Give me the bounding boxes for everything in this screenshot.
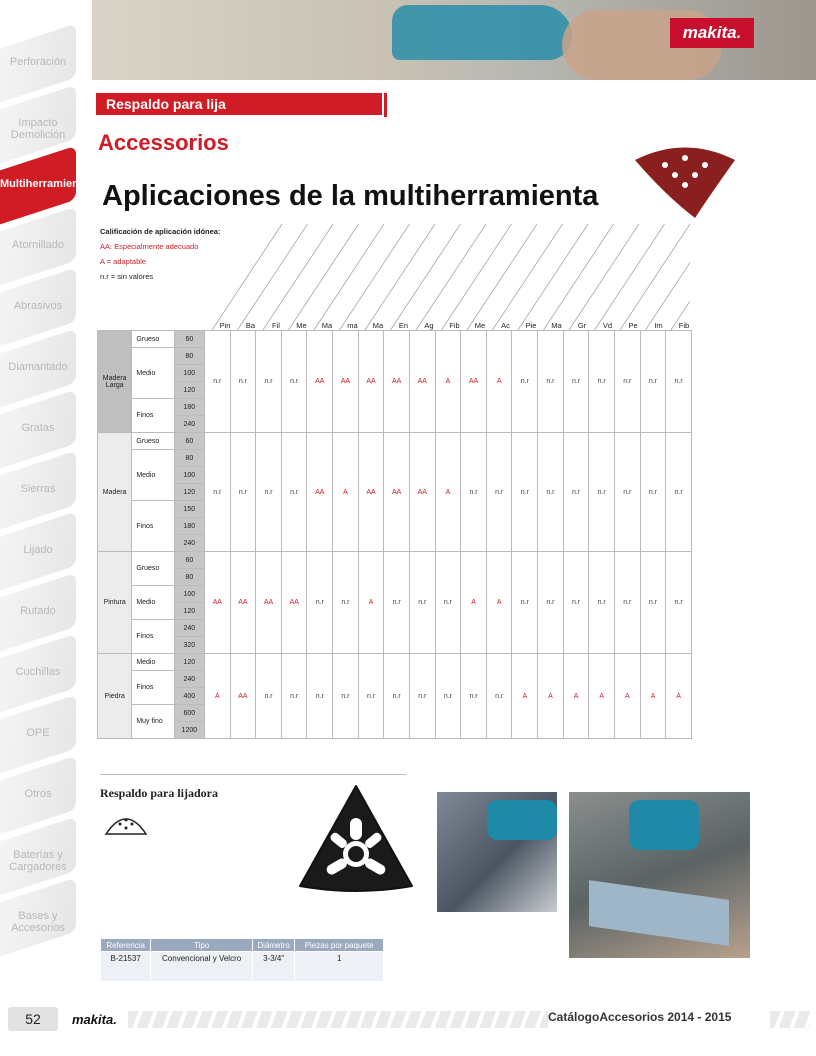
spec-row (101, 952, 384, 982)
column-header: ma (347, 321, 358, 330)
page-title: Aplicaciones de la multiherramienta (102, 180, 599, 212)
rating-cell: n.r (256, 654, 282, 739)
rating-cell: A (589, 654, 615, 739)
rating-cell: n.r (512, 331, 538, 433)
footer-chevrons (128, 1011, 548, 1028)
rating-cell: n.r (281, 433, 307, 552)
grain-label: Finos (132, 671, 174, 705)
grit-number: 60 (174, 331, 204, 348)
rating-cell: n.r (204, 331, 230, 433)
column-header: Pie (525, 321, 537, 330)
rating-cell: n.r (614, 331, 640, 433)
rating-cell: A (333, 433, 359, 552)
section-divider (100, 774, 406, 775)
grain-label: Finos (132, 620, 174, 654)
rating-cell: A (204, 654, 230, 739)
grain-label: Grueso (132, 331, 174, 348)
grain-label: Medio (132, 348, 174, 399)
section-bar: Respaldo para lija (96, 93, 382, 115)
column-header: Ag (424, 321, 434, 330)
material-label: Madera Larga (98, 331, 132, 433)
column-header: Gr (577, 321, 587, 330)
legend-heading: Calificación de aplicación idónea: (100, 227, 221, 236)
grit-number: 100 (174, 365, 204, 382)
spec-table (100, 938, 384, 982)
sanding-pad-image (296, 782, 416, 894)
rating-cell: AA (461, 331, 487, 433)
sidebar-tab-label: Otros (24, 788, 52, 800)
rating-cell: AA (230, 552, 256, 654)
rating-cell: A (435, 331, 461, 433)
column-header: Me (296, 321, 307, 330)
rating-cell: AA (384, 433, 410, 552)
matrix-row (98, 654, 692, 671)
sidebar-tab-label: Perforación (9, 56, 67, 68)
rating-cell: n.r (256, 433, 282, 552)
rating-cell: AA (358, 331, 384, 433)
column-header: Me (474, 321, 486, 330)
rating-cell: AA (307, 331, 333, 433)
grain-label: Grueso (132, 552, 174, 586)
rating-cell: n.r (666, 552, 692, 654)
rating-cell: AA (281, 552, 307, 654)
legend-nr: n.r = sin valores (100, 272, 154, 281)
grit-number: 240 (174, 620, 204, 637)
grain-label: Finos (132, 501, 174, 552)
spec-type: Convencional y Velcro (151, 952, 253, 982)
rating-cell: n.r (281, 654, 307, 739)
column-header: Fil (272, 321, 280, 330)
column-header: Ma (551, 321, 562, 330)
rating-cell: AA (409, 331, 435, 433)
spec-header-pieces: Piezas por paquete (295, 939, 384, 952)
spec-header-diameter: Diámetro (252, 939, 294, 952)
grit-number: 120 (174, 603, 204, 620)
rating-cell: n.r (538, 552, 564, 654)
rating-cell: n.r (589, 552, 615, 654)
multitool-image (392, 5, 572, 60)
application-matrix (97, 330, 692, 739)
grit-number: 180 (174, 399, 204, 416)
sidebar-tab-label: Cuchillas (15, 666, 61, 678)
rating-cell: n.r (230, 331, 256, 433)
sidebar-tab-label: Bases y Accesorios (11, 910, 65, 934)
rating-cell: n.r (461, 654, 487, 739)
column-header: Pe (628, 321, 638, 330)
footer-chevrons-end (770, 1011, 810, 1028)
grain-label: Muy fino (132, 705, 174, 739)
spec-header-ref: Referencia (101, 939, 151, 952)
rating-cell: A (614, 654, 640, 739)
grit-number: 600 (174, 705, 204, 722)
spec-header-type: Tipo (151, 939, 253, 952)
grit-number: 180 (174, 518, 204, 535)
rating-cell: n.r (256, 331, 282, 433)
material-label: Pintura (98, 552, 132, 654)
column-header: Ac (501, 321, 510, 330)
page-number: 52 (8, 1007, 58, 1031)
grit-number: 1200 (174, 722, 204, 739)
rating-cell: n.r (614, 433, 640, 552)
column-header: Ma (372, 321, 384, 330)
grit-number: 80 (174, 348, 204, 365)
usage-photo-1 (437, 792, 557, 912)
rating-cell: A (563, 654, 589, 739)
pad-outline-icon (104, 808, 148, 838)
column-header: Im (654, 321, 663, 330)
rating-cell: A (512, 654, 538, 739)
rating-cell: n.r (538, 331, 564, 433)
material-label: Piedra (98, 654, 132, 739)
rating-cell: AA (384, 331, 410, 433)
rating-cell: n.r (538, 433, 564, 552)
column-headers (210, 224, 690, 330)
column-header: Fib (678, 321, 690, 330)
grit-number: 240 (174, 671, 204, 688)
matrix-row (98, 552, 692, 569)
header-slant-lines (210, 224, 690, 330)
grit-number: 100 (174, 467, 204, 484)
sidebar-tab[interactable] (0, 878, 76, 957)
grit-number: 400 (174, 688, 204, 705)
grit-number: 150 (174, 501, 204, 518)
section-bar-accent (384, 93, 387, 117)
legend-aa: AA: Especialmente adecuado (100, 242, 199, 251)
rating-cell: n.r (640, 552, 666, 654)
rating-cell: n.r (461, 433, 487, 552)
rating-cell: n.r (589, 331, 615, 433)
matrix-row (98, 433, 692, 450)
rating-cell: n.r (640, 331, 666, 433)
rating-cell: n.r (666, 433, 692, 552)
sidebar-tab-label: Gratas (21, 422, 55, 434)
grain-label: Grueso (132, 433, 174, 450)
sidebar-tab-label: Diamantado (8, 361, 68, 373)
rating-cell: n.r (512, 552, 538, 654)
grit-number: 100 (174, 586, 204, 603)
sidebar-tab-label: Impacto Demolición (10, 117, 66, 141)
rating-cell: n.r (384, 552, 410, 654)
sidebar-tab-label: OPE (26, 727, 50, 739)
rating-cell: A (486, 552, 512, 654)
rating-cell: n.r (640, 433, 666, 552)
rating-cell: n.r (333, 654, 359, 739)
column-header: En (398, 321, 409, 330)
page-subtitle: Accessorios (98, 130, 229, 155)
grain-label: Medio (132, 450, 174, 501)
rating-cell: n.r (204, 433, 230, 552)
sidebar-tab-label: Multiherramienta (0, 178, 89, 190)
sidebar-tab-label: Sierras (20, 483, 56, 495)
grain-label: Finos (132, 399, 174, 433)
rating-cell: n.r (435, 552, 461, 654)
grit-number: 240 (174, 535, 204, 552)
rating-legend (100, 224, 220, 284)
rating-cell: n.r (512, 433, 538, 552)
usage-photo-2 (569, 792, 750, 958)
rating-cell: AA (230, 654, 256, 739)
sidebar-tab-label: Lijado (23, 544, 53, 556)
sidebar-tab-label: Abrasivos (13, 300, 63, 312)
product-title: Respaldo para lijadora (100, 786, 219, 800)
grain-label: Medio (132, 586, 174, 620)
rating-cell: n.r (358, 654, 384, 739)
rating-cell: AA (256, 552, 282, 654)
rating-cell: n.r (307, 654, 333, 739)
rating-cell: A (538, 654, 564, 739)
rating-cell: A (486, 331, 512, 433)
rating-cell: n.r (563, 331, 589, 433)
rating-cell: n.r (486, 654, 512, 739)
rating-cell: A (640, 654, 666, 739)
column-header: Pin (219, 321, 231, 330)
spec-header-row (101, 939, 384, 952)
grit-number: 80 (174, 450, 204, 467)
rating-cell: n.r (666, 331, 692, 433)
sidebar-tab-label: Baterías y Cargadores (9, 849, 67, 873)
rating-cell: n.r (230, 433, 256, 552)
rating-cell: n.r (563, 552, 589, 654)
rating-cell: n.r (409, 654, 435, 739)
rating-cell: n.r (281, 331, 307, 433)
rating-cell: A (666, 654, 692, 739)
rating-cell: n.r (614, 552, 640, 654)
spec-pieces: 1 (295, 952, 384, 982)
rating-cell: n.r (435, 654, 461, 739)
rating-cell: AA (307, 433, 333, 552)
rating-cell: n.r (384, 654, 410, 739)
rating-cell: n.r (486, 433, 512, 552)
category-sidebar (0, 36, 89, 956)
spec-diameter: 3-3/4" (252, 952, 294, 982)
rating-cell: n.r (333, 552, 359, 654)
material-label: Madera (98, 433, 132, 552)
rating-cell: A (358, 552, 384, 654)
grit-number: 60 (174, 433, 204, 450)
grain-label: Medio (132, 654, 174, 671)
column-header: Ma (321, 321, 333, 330)
grit-number: 60 (174, 552, 204, 569)
legend-a: A = adaptable (100, 257, 147, 266)
column-header: Vd (602, 321, 613, 330)
rating-cell: n.r (409, 552, 435, 654)
catalog-title: CatálogoAccesorios 2014 - 2015 (548, 1010, 732, 1024)
rating-cell: AA (333, 331, 359, 433)
rating-cell: AA (409, 433, 435, 552)
matrix-row (98, 331, 692, 348)
rating-cell: n.r (563, 433, 589, 552)
brand-logo: makita. (670, 18, 754, 48)
rating-cell: AA (358, 433, 384, 552)
spec-ref: B-21537 (101, 952, 151, 982)
rating-cell: n.r (307, 552, 333, 654)
grit-number: 320 (174, 637, 204, 654)
grit-number: 240 (174, 416, 204, 433)
sidebar-tab-label: Atornillado (12, 239, 64, 251)
footer-logo: makita. (72, 1012, 117, 1027)
rating-cell: A (435, 433, 461, 552)
rating-cell: A (461, 552, 487, 654)
sidebar-tab-label: Rutado (20, 605, 56, 617)
rating-cell: AA (204, 552, 230, 654)
grit-number: 120 (174, 654, 204, 671)
rating-cell: n.r (589, 433, 615, 552)
column-header: Fib (449, 321, 460, 330)
grit-number: 80 (174, 569, 204, 586)
sandpaper-image (630, 140, 740, 220)
grit-number: 120 (174, 484, 204, 501)
grit-number: 120 (174, 382, 204, 399)
column-header: Ba (245, 321, 256, 330)
